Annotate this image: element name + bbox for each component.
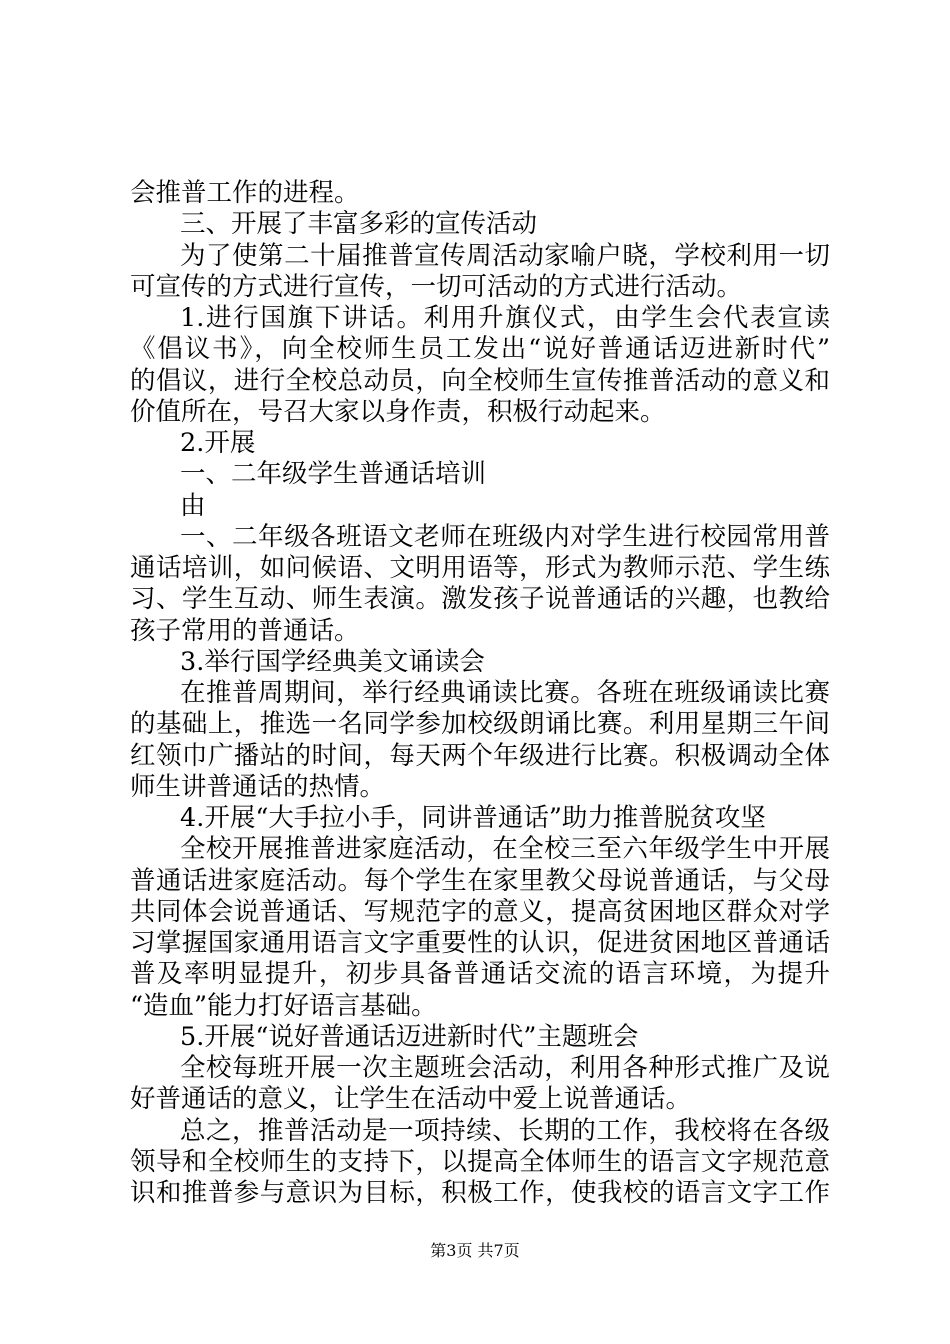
text-line: 《倡议书》，向全校师生员工发出“说好普通话迈进新时代”: [130, 334, 830, 364]
text-line: 在推普周期间，举行经典诵读比赛。各班在班级诵读比赛: [180, 678, 830, 708]
text-line: 识和推普参与意识为目标，积极工作，使我校的语言文字工作: [130, 1178, 830, 1208]
text-line: 价值所在，号召大家以身作责，积极行动起来。: [130, 397, 666, 427]
text-line: 领导和全校师生的支持下，以提高全体师生的语言文字规范意: [130, 1147, 830, 1177]
text-line: 红领巾广播站的时间，每天两个年级进行比赛。积极调动全体: [130, 741, 830, 771]
text-line: 的倡议，进行全校总动员，向全校师生宣传推普活动的意义和: [130, 366, 830, 396]
text-line: 4.开展“大手拉小手，同讲普通话”助力推普脱贫攻坚: [180, 803, 766, 833]
text-line: 普通话进家庭活动。每个学生在家里教父母说普通话，与父母: [130, 866, 830, 896]
text-line: 师生讲普通话的热情。: [130, 772, 386, 802]
text-line: 习、学生互动、师生表演。激发孩子说普通话的兴趣，也教给: [130, 584, 830, 614]
text-line: 总之，推普活动是一项持续、长期的工作，我校将在各级: [180, 1116, 830, 1146]
page-footer: 第3页 共7页: [430, 1241, 520, 1260]
section-heading: 三、开展了丰富多彩的宣传活动: [180, 209, 538, 239]
text-line: 一、二年级学生普通话培训: [180, 459, 487, 489]
text-line: 由: [180, 491, 206, 521]
text-line: 为了使第二十届推普宣传周活动家喻户晓，学校利用一切: [180, 241, 830, 271]
text-line: 习掌握国家通用语言文字重要性的认识，促进贫困地区普通话: [130, 928, 830, 958]
text-line: 会推普工作的进程。: [130, 178, 360, 208]
text-line: 孩子常用的普通话。: [130, 616, 360, 646]
text-line: 一、二年级各班语文老师在班级内对学生进行校园常用普: [180, 522, 830, 552]
text-line: 3.举行国学经典美文诵读会: [180, 647, 485, 677]
text-line: 全校每班开展一次主题班会活动，利用各种形式推广及说: [180, 1053, 830, 1083]
text-line: 共同体会说普通话、写规范字的意义，提高贫困地区群众对学: [130, 897, 830, 927]
text-line: 的基础上，推选一名同学参加校级朗诵比赛。利用星期三午间: [130, 709, 830, 739]
text-line: 5.开展“说好普通话迈进新时代”主题班会: [180, 1022, 639, 1052]
text-line: 普及率明显提升，初步具备普通话交流的语言环境，为提升: [130, 959, 830, 989]
text-line: 1.进行国旗下讲话。利用升旗仪式，由学生会代表宣读: [180, 303, 830, 333]
text-line: 好普通话的意义，让学生在活动中爱上说普通话。: [130, 1084, 692, 1114]
text-line: “造血”能力打好语言基础。: [130, 991, 437, 1021]
text-line: 可宣传的方式进行宣传，一切可活动的方式进行活动。: [130, 272, 743, 302]
text-line: 通话培训，如问候语、文明用语等，形式为教师示范、学生练: [130, 553, 830, 583]
text-line: 2.开展: [180, 428, 256, 458]
text-line: 全校开展推普进家庭活动，在全校三至六年级学生中开展: [180, 834, 830, 864]
